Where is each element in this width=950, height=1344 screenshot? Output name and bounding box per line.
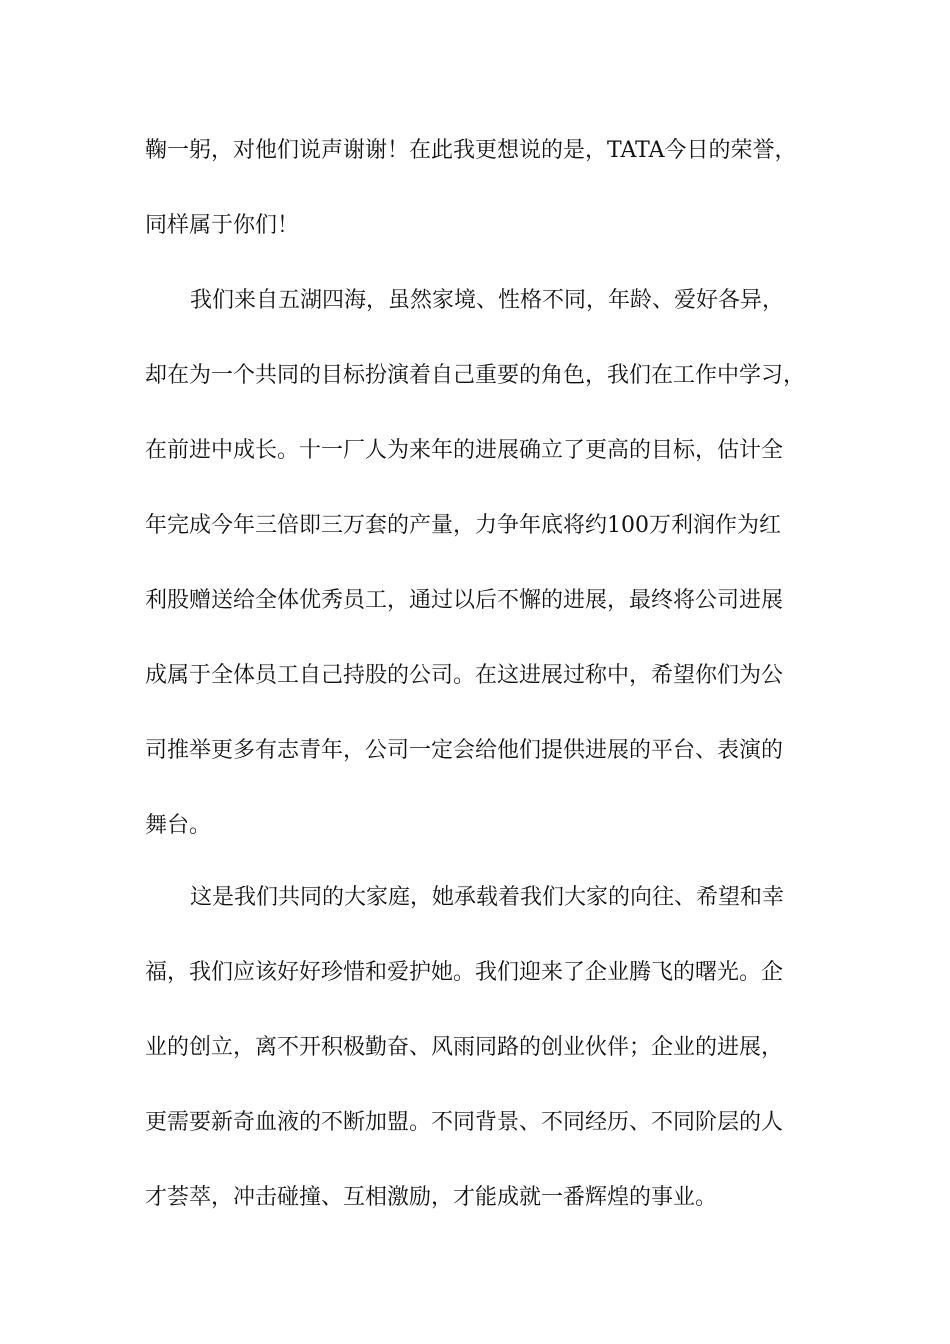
paragraph-2-line-5: 利股赠送给全体优秀员工，通过以后不懈的进展，最终将公司进展 [145,588,784,613]
paragraph-2-line-7: 司推举更多有志青年，公司一定会给他们提供进展的平台、表演的 [145,738,784,763]
paragraph-3-line-1: 这是我们共同的大家庭，她承载着我们大家的向往、希望和幸 [190,885,785,910]
paragraph-2-line-8: 舞台。 [145,813,212,838]
paragraph-2-line-4: 年完成今年三倍即三万套的产量，力争年底将约100万利润作为红 [145,513,781,538]
paragraph-1-line-2: 同样属于你们！ [145,213,300,238]
paragraph-2-line-6: 成属于全体员工自己持股的公司。在这进展过称中，希望你们为公 [145,663,784,688]
paragraph-2-line-1: 我们来自五湖四海，虽然家境、性格不同，年龄、爱好各异， [190,288,785,313]
paragraph-3-line-5: 才荟萃，冲击碰撞、互相激励，才能成就一番辉煌的事业。 [145,1185,718,1210]
paragraph-1-line-1: 鞠一躬，对他们说声谢谢！在此我更想说的是，TATA今日的荣誉， [145,138,797,163]
paragraph-3-line-3: 业的创立，离不开积极勤奋、风雨同路的创业伙伴；企业的进展， [145,1035,784,1060]
paragraph-2-line-3: 在前进中成长。十一厂人为来年的进展确立了更高的目标，估计全 [145,438,784,463]
paragraph-3-line-2: 福，我们应该好好珍惜和爱护她。我们迎来了企业腾飞的曙光。企 [145,960,784,985]
paragraph-2-line-2: 却在为一个共同的目标扮演着自己重要的角色，我们在工作中学习， [145,363,806,388]
paragraph-3-line-4: 更需要新奇血液的不断加盟。不同背景、不同经历、不同阶层的人 [145,1110,784,1135]
